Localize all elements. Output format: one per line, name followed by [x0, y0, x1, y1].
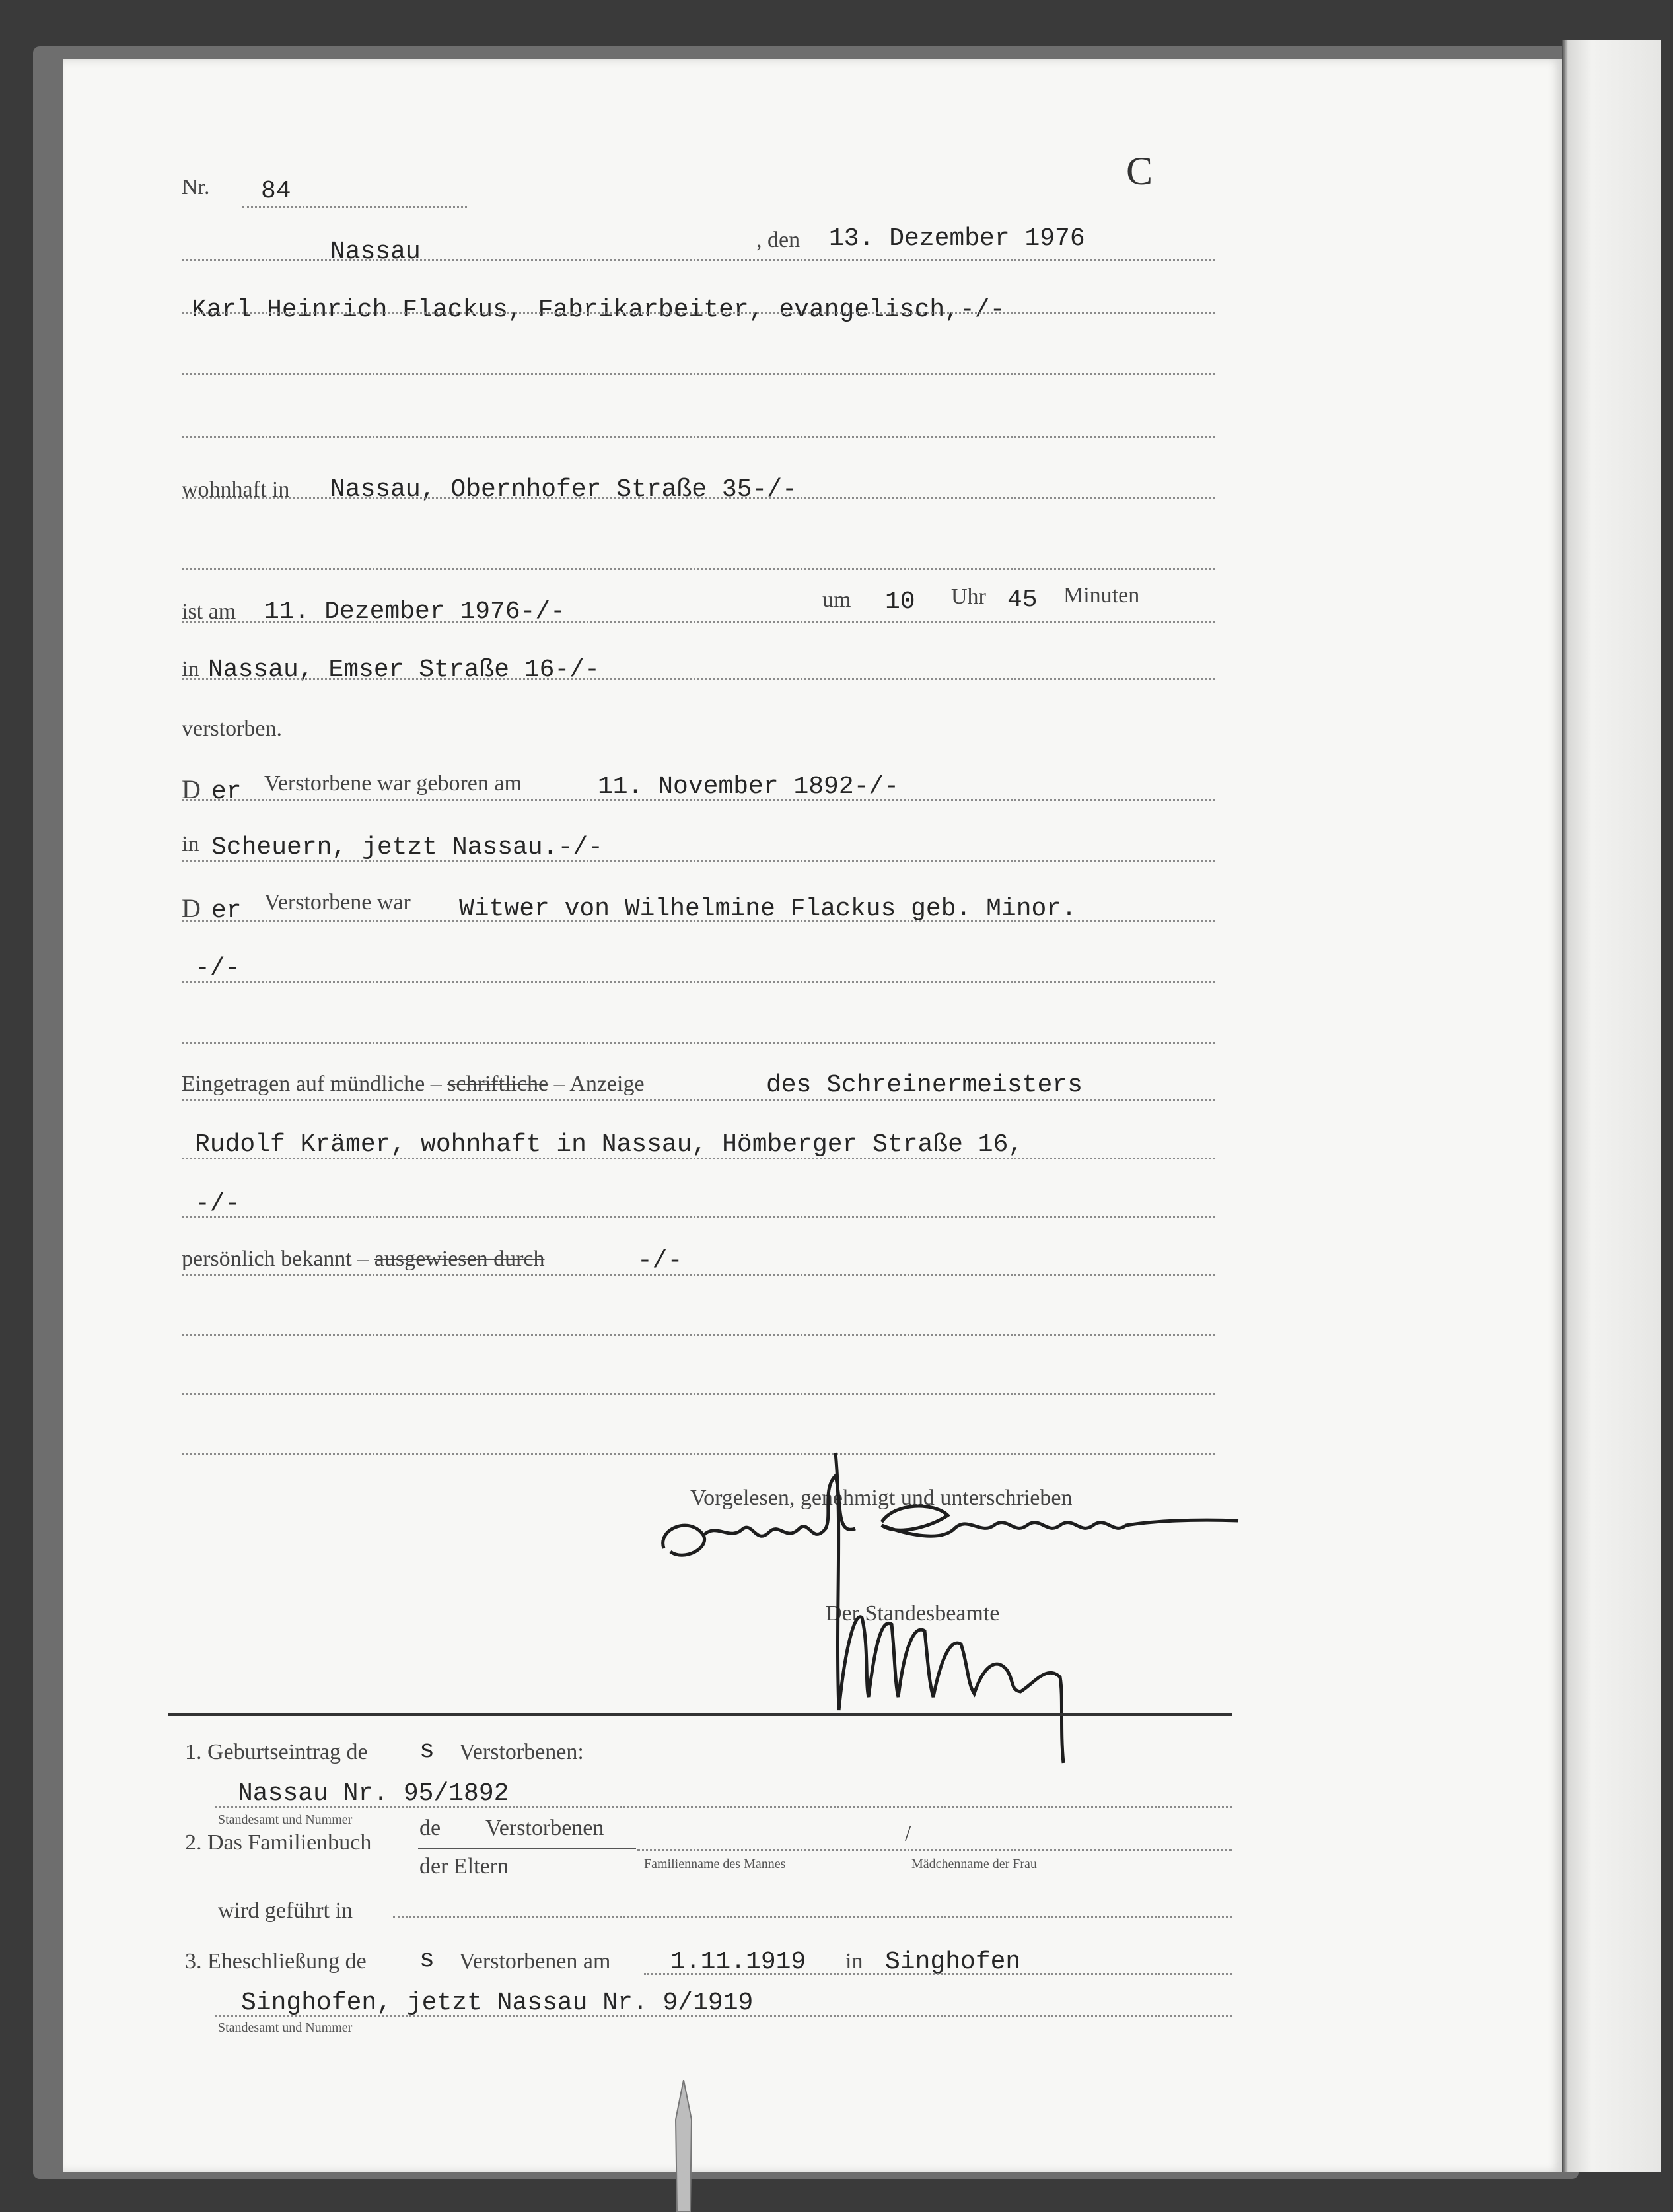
note2-label: 2. Das Familienbuch	[185, 1830, 372, 1855]
report-value-3: -/-	[195, 1190, 240, 1218]
death-place-line	[182, 678, 1215, 680]
header-date: 13. Dezember 1976	[829, 225, 1085, 253]
note3-line	[644, 1973, 1232, 1975]
birth-place: Scheuern, jetzt Nassau.-/-	[211, 833, 603, 862]
report-value-2: Rudolf Krämer, wohnhaft in Nassau, Hömberger Straße 16,	[195, 1130, 1024, 1159]
verstorben-label: verstorben.	[182, 716, 283, 741]
death-hour: 10	[885, 588, 915, 616]
note3-label: 3. Eheschließung de	[185, 1949, 367, 1974]
note3-label-2: Verstorbenen am	[459, 1949, 611, 1974]
status-label: Verstorbene war	[264, 890, 411, 915]
ist-am-label: ist am	[182, 600, 236, 624]
death-place: Nassau, Emser Straße 16-/-	[208, 656, 600, 684]
birth-date: 11. November 1892-/-	[598, 773, 900, 801]
death-minutes: 45	[1007, 586, 1038, 614]
note2-wird-line	[393, 1916, 1232, 1918]
report-label-1: Eingetragen auf mündliche –	[182, 1072, 442, 1096]
note3-suffix: s	[419, 1946, 435, 1974]
note2-choice-rule	[418, 1848, 636, 1849]
report-label-2: – Anzeige	[553, 1072, 645, 1096]
report-value-1: des Schreinermeisters	[766, 1071, 1083, 1099]
report-line-2	[182, 1158, 1215, 1159]
pen-tip	[670, 2080, 697, 2212]
blank-line-2	[182, 436, 1215, 438]
death-date: 11. Dezember 1976-/-	[264, 598, 566, 626]
wohnhaft-label: wohnhaft in	[182, 477, 290, 502]
blank-line-6	[182, 1393, 1215, 1395]
status-d-suffix: er	[211, 897, 242, 925]
death-in-label: in	[182, 657, 199, 681]
note1-suffix: s	[419, 1737, 435, 1765]
note2-verstorbenen: Verstorbenen	[485, 1816, 604, 1840]
birth-place-line	[182, 860, 1215, 862]
known-line	[182, 1274, 1215, 1276]
status-d-label: D	[182, 893, 201, 923]
blank-line-3	[182, 568, 1215, 570]
note2-wird-label: wird geführt in	[218, 1898, 353, 1923]
report-line-1	[182, 1099, 1215, 1101]
birth-d-label: D	[182, 775, 201, 804]
note3-date: 1.11.1919	[670, 1948, 806, 1976]
minuten-label: Minuten	[1063, 583, 1140, 607]
note2-de: de	[419, 1816, 441, 1840]
status-line	[182, 920, 1215, 922]
read-approved-label: Vorgelesen, genehmigt und unterschrieben	[690, 1486, 1073, 1510]
person-name-line: Karl Heinrich Flackus, Fabrikarbeiter, evangelisch,-/-	[192, 296, 1005, 324]
report-line-3	[182, 1216, 1215, 1218]
birth-line	[182, 799, 1215, 801]
note3-value-line	[215, 2015, 1232, 2017]
nr-line	[242, 206, 467, 208]
uhr-label: Uhr	[951, 584, 986, 609]
note3-caption: Standesamt und Nummer	[218, 2021, 353, 2035]
wohnhaft-line	[182, 497, 1215, 499]
corner-letter: C	[1126, 149, 1153, 193]
note3-place: Singhofen	[885, 1948, 1021, 1976]
note1-label-2: Verstorbenen:	[459, 1740, 584, 1764]
report-label	[182, 1072, 645, 1097]
note3-value: Singhofen, jetzt Nassau Nr. 9/1919	[241, 1989, 754, 2017]
note2-caption-man: Familienname des Mannes	[644, 1857, 786, 1871]
note2-eltern: der Eltern	[419, 1854, 509, 1879]
status-cont-line	[182, 981, 1215, 983]
known-struck: ausgewiesen durch	[374, 1247, 545, 1271]
facing-page-edge	[1562, 40, 1661, 2172]
place-value: Nassau	[330, 238, 421, 266]
note2-slash: /	[905, 1821, 911, 1846]
birth-in-label: in	[182, 832, 199, 856]
signature-registrar	[809, 1446, 1232, 1776]
known-label: persönlich bekannt –	[182, 1247, 369, 1271]
register-page	[63, 59, 1562, 2172]
registrar-label: Der Standesbeamte	[826, 1601, 1000, 1626]
um-label: um	[822, 588, 851, 612]
note3-in-label: in	[845, 1949, 863, 1974]
blank-line-1	[182, 373, 1215, 375]
note1-value: Nassau Nr. 95/1892	[238, 1780, 509, 1808]
birth-label: Verstorbene war geboren am	[264, 771, 522, 796]
den-label: , den	[756, 228, 801, 252]
note2-caption-wife: Mädchenname der Frau	[911, 1857, 1037, 1871]
header-line	[182, 259, 1215, 261]
note2-line	[637, 1849, 1232, 1851]
report-label-struck: schriftliche	[447, 1072, 549, 1096]
note1-caption: Standesamt und Nummer	[218, 1813, 353, 1827]
note1-line	[215, 1806, 1232, 1808]
section-divider	[168, 1713, 1232, 1716]
blank-line-4	[182, 1042, 1215, 1044]
nr-value: 84	[261, 177, 291, 205]
death-date-line	[182, 621, 1215, 623]
wohnhaft-value: Nassau, Obernhofer Straße 35-/-	[330, 475, 797, 504]
known-value: -/-	[637, 1247, 683, 1275]
status-continuation: -/-	[195, 954, 240, 983]
status-value: Witwer von Wilhelmine Flackus geb. Minor.	[459, 895, 1077, 923]
birth-d-suffix: er	[211, 778, 242, 806]
note1-label: 1. Geburtseintrag de	[185, 1740, 368, 1764]
blank-line-5	[182, 1334, 1215, 1336]
name-line	[182, 312, 1215, 314]
nr-label: Nr.	[182, 175, 210, 199]
known-label-group	[182, 1247, 545, 1272]
